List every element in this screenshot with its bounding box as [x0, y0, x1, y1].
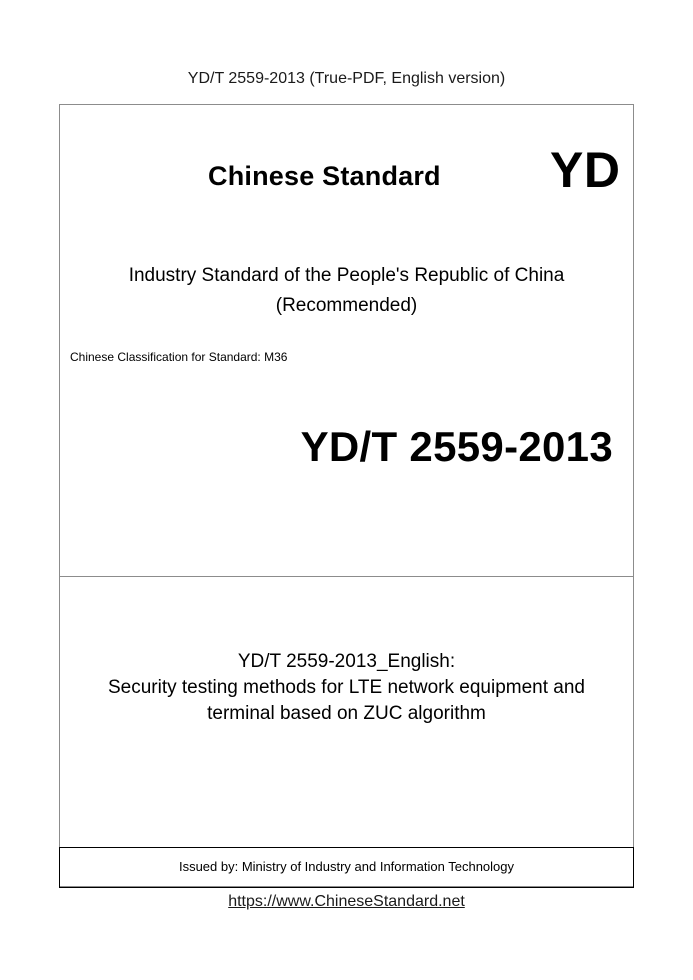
brand-title: Chinese Standard — [208, 161, 441, 191]
industry-title — [60, 261, 633, 321]
title-line-3: terminal based on ZUC algorithm — [207, 703, 486, 724]
title-line-1: YD/T 2559-2013_English: — [237, 651, 456, 672]
title-line-2: Security testing methods for LTE network equipment and — [107, 677, 585, 698]
cover-frame — [59, 104, 634, 887]
issuer-text: Issued by: Ministry of Industry and Information Technology — [178, 859, 515, 874]
industry-line-2: (Recommended) — [275, 295, 418, 316]
document-title — [60, 649, 633, 727]
industry-line-1: Industry Standard of the People's Republic of China — [128, 265, 565, 286]
website-link[interactable]: https://www.ChineseStandard.net — [228, 893, 465, 910]
page-header: YD/T 2559-2013 (True-PDF, English version) — [187, 70, 506, 87]
classification-label: Chinese Classification for Standard: M36 — [70, 350, 288, 364]
standard-number: YD/T 2559-2013 — [300, 423, 613, 470]
brand-code: YD — [550, 142, 621, 198]
website-footer — [0, 893, 693, 911]
issuer-box — [59, 847, 634, 888]
cover-top-section — [60, 105, 633, 577]
